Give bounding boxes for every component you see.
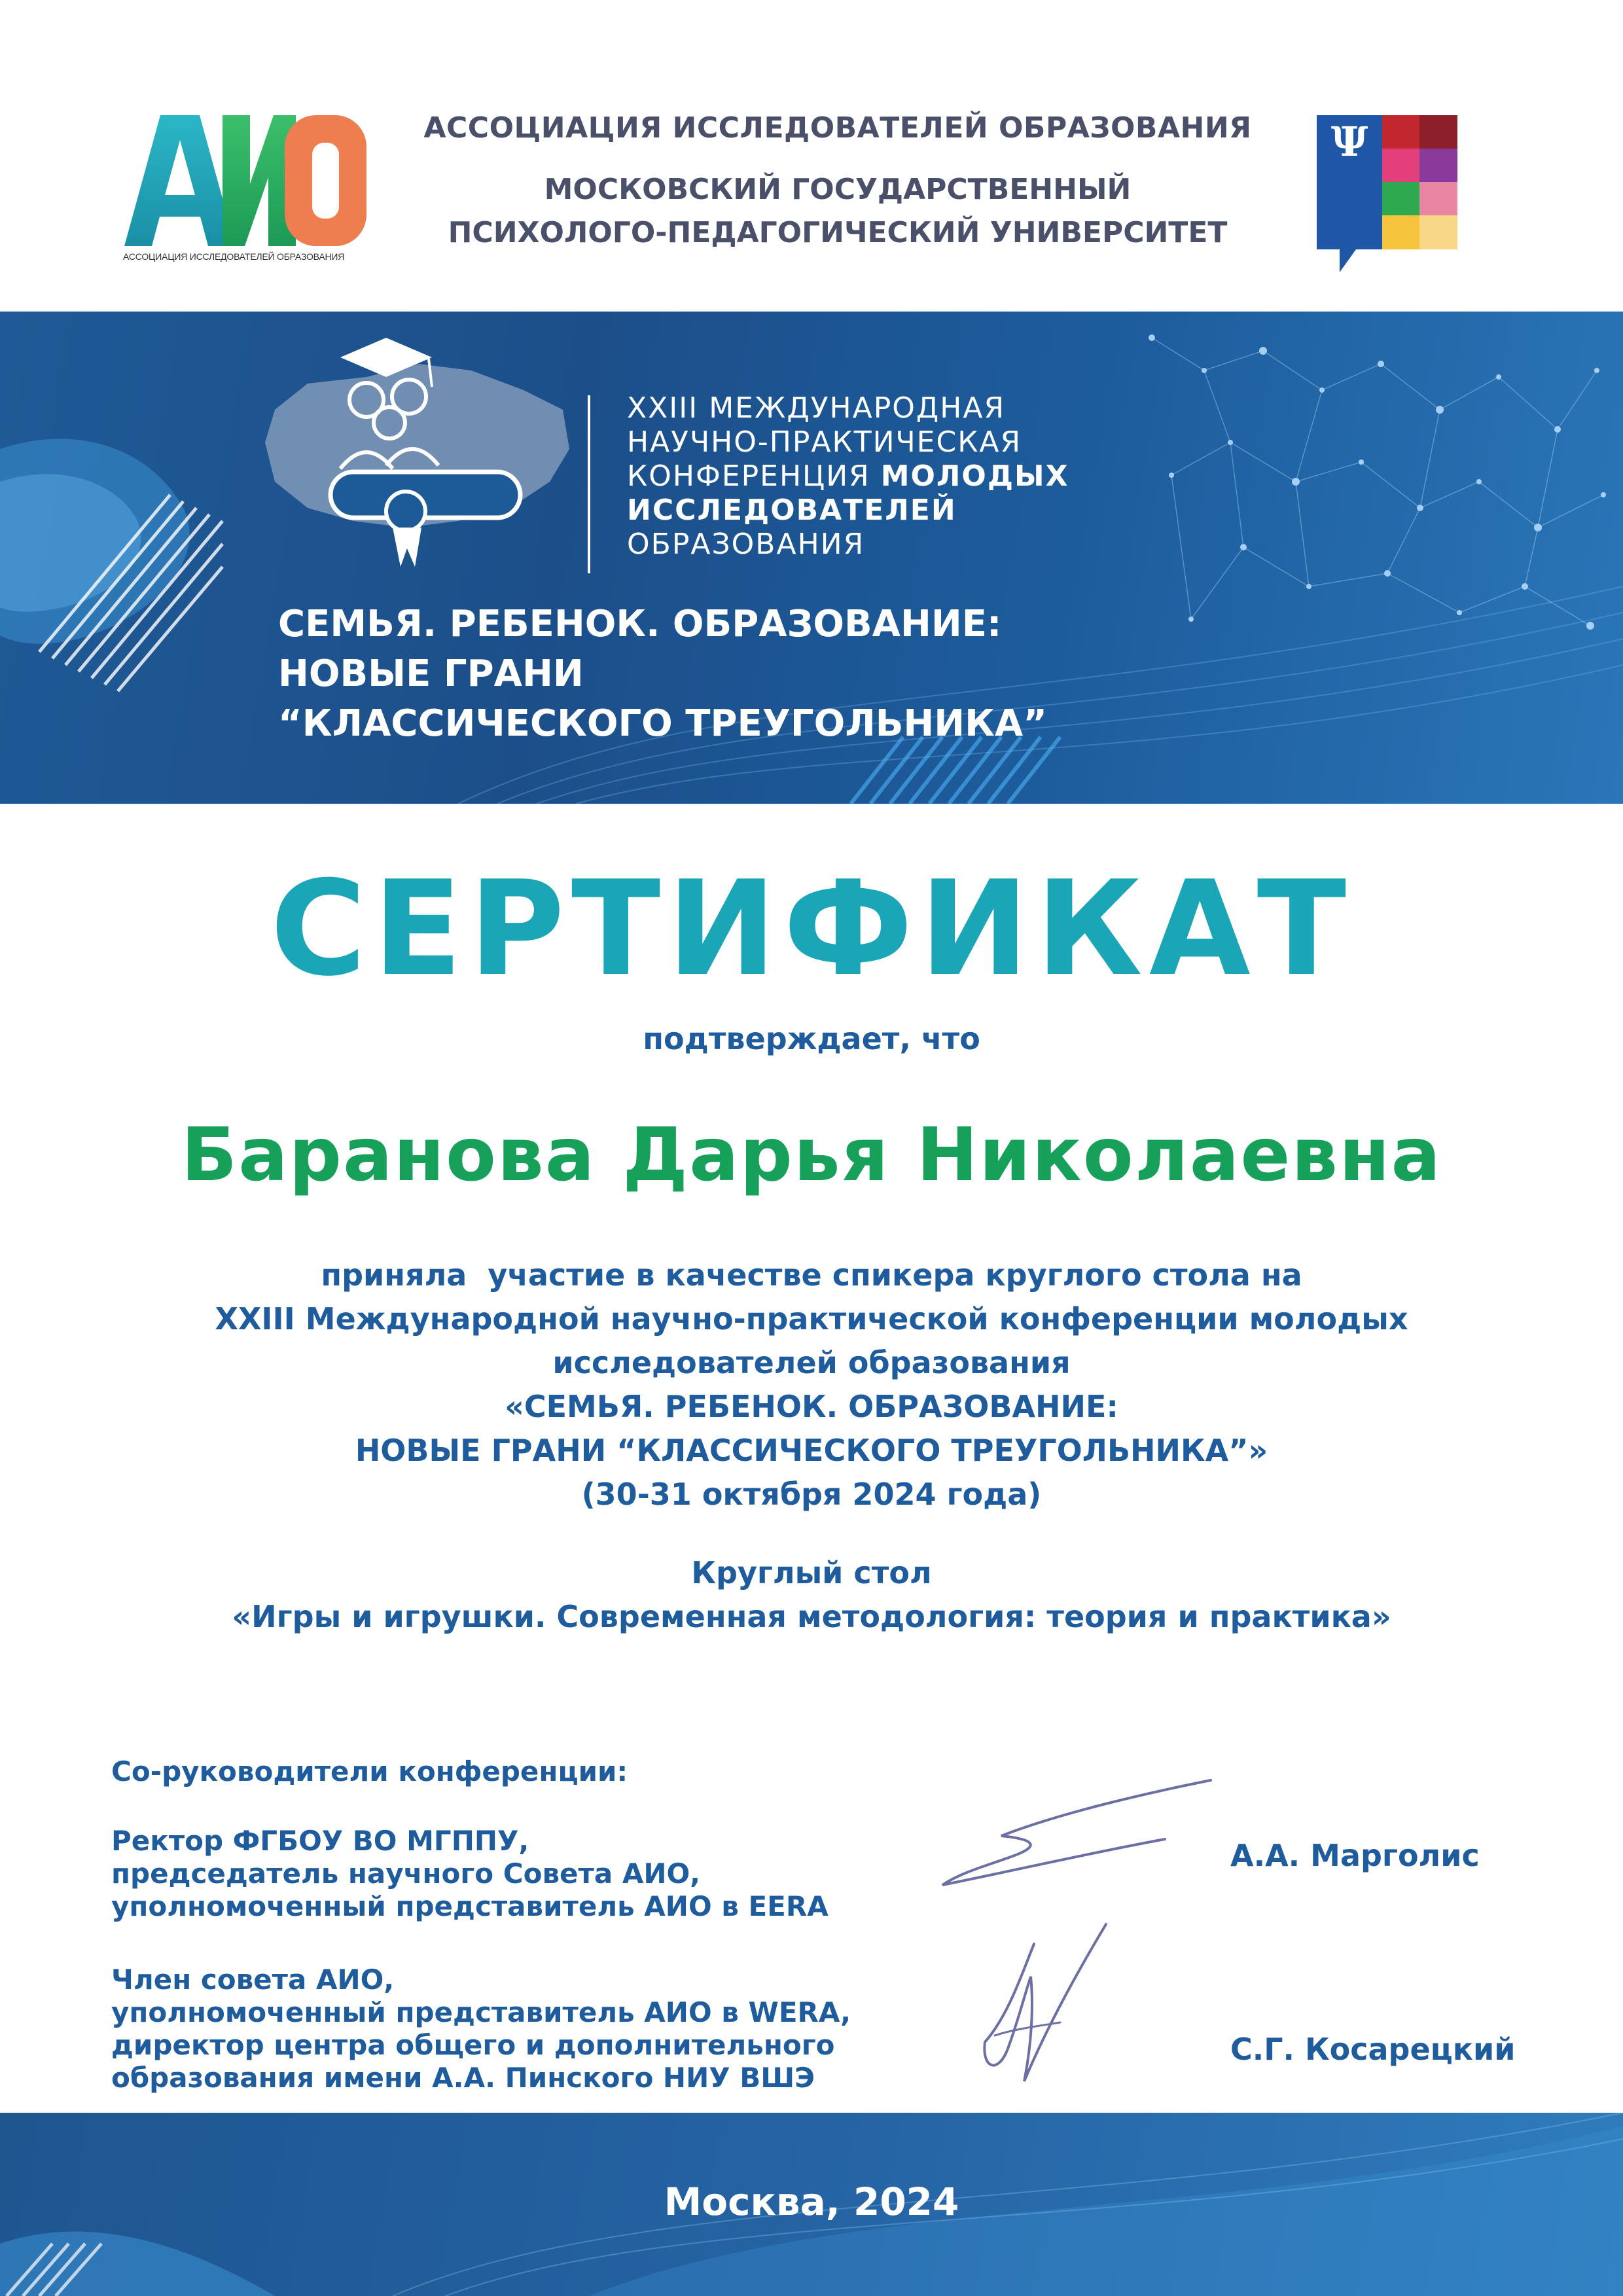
signatory-1-position <box>111 1825 829 1923</box>
conference-name-line3-bold: МОЛОДЫХ <box>880 459 1069 493</box>
description-line1: приняла участие в качестве спикера круглого стола на <box>321 1257 1302 1293</box>
conference-theme-line2: НОВЫЕ ГРАНИ <box>278 653 584 695</box>
conference-emblem <box>265 338 569 567</box>
signatory-2-position-line4: образования имени А.А. Пинского НИУ ВШЭ <box>111 2062 815 2094</box>
signatories-heading: Со-руководители конференции: <box>111 1755 628 1787</box>
org-university-line1: МОСКОВСКИЙ ГОСУДАРСТВЕННЫЙ <box>544 173 1132 206</box>
signatory-1-position-line2: председатель научного Совета АИО, <box>111 1857 701 1890</box>
conference-banner <box>0 312 1623 804</box>
svg-text:Ψ: Ψ <box>1330 118 1368 166</box>
signatory-1-position-line3: уполномоченный представитель АИО в EERA <box>111 1890 829 1922</box>
signatory-1-position-line1: Ректор ФГБОУ ВО МГППУ, <box>111 1825 529 1857</box>
aio-logo <box>124 115 366 269</box>
signatory-2-position-line3: директор центра общего и дополнительного <box>111 2029 835 2061</box>
org-university-line2: ПСИХОЛОГО-ПЕДАГОГИЧЕСКИЙ УНИВЕРСИТЕТ <box>448 216 1228 249</box>
conference-theme-line1: СЕМЬЯ. РЕБЕНОК. ОБРАЗОВАНИЕ: <box>278 603 1002 645</box>
place-and-year: Москва, 2024 <box>664 2179 959 2224</box>
aio-logo-caption: АССОЦИАЦИЯ ИССЛЕДОВАТЕЛЕЙ ОБРАЗОВАНИЯ <box>123 251 345 262</box>
conference-name-line1: XXIII МЕЖДУНАРОДНАЯ <box>627 391 1006 425</box>
round-table-label: Круглый стол <box>691 1555 932 1590</box>
description-line6: (30-31 октября 2024 года) <box>581 1477 1042 1512</box>
round-table <box>0 1551 1623 1639</box>
signatory-1-name: А.А. Марголис <box>1230 1838 1480 1873</box>
conference-theme <box>278 600 1047 749</box>
signatory-2-position <box>111 1964 851 2094</box>
conference-name <box>627 391 1069 562</box>
certificate-title: СЕРТИФИКАТ <box>270 853 1353 1005</box>
organization-names <box>393 111 1283 255</box>
mgppu-logo <box>1317 115 1457 276</box>
signatory-2-position-line2: уполномоченный представитель АИО в WERA, <box>111 1996 851 2028</box>
description-line4: «СЕМЬЯ. РЕБЕНОК. ОБРАЗОВАНИЕ: <box>505 1389 1118 1424</box>
recipient-name: Баранова Дарья Николаевна <box>181 1113 1442 1198</box>
signatory-2-position-line1: Член совета АИО, <box>111 1964 395 1996</box>
description-line3: исследователей образования <box>552 1345 1071 1380</box>
round-table-title: «Игры и игрушки. Современная методология: теория и практика» <box>232 1599 1391 1634</box>
org-association-name: АССОЦИАЦИЯ ИССЛЕДОВАТЕЛЕЙ ОБРАЗОВАНИЯ <box>423 111 1252 145</box>
signature-2 <box>969 1918 1139 2114</box>
conference-name-line5: ОБРАЗОВАНИЯ <box>627 528 865 561</box>
conference-theme-line3: “КЛАССИЧЕСКОГО ТРЕУГОЛЬНИКА” <box>278 702 1048 745</box>
confirms-text: подтверждает, что <box>643 1021 980 1056</box>
participation-description <box>0 1253 1623 1516</box>
description-line5: НОВЫЕ ГРАНИ “КЛАССИЧЕСКОГО ТРЕУГОЛЬНИКА”» <box>355 1433 1268 1468</box>
banner-divider <box>588 395 590 573</box>
conference-name-line3 <box>627 459 1069 493</box>
conference-name-line4: ИССЛЕДОВАТЕЛЕЙ <box>627 493 957 527</box>
description-line2: XXIII Международной научно-практической конференции молодых <box>215 1301 1408 1336</box>
signatory-2-name: С.Г. Косарецкий <box>1230 2032 1516 2067</box>
conference-name-line3-regular: КОНФЕРЕНЦИЯ <box>627 459 881 493</box>
conference-name-line2: НАУЧНО-ПРАКТИЧЕСКАЯ <box>627 425 1022 459</box>
signature-1 <box>929 1774 1230 1905</box>
